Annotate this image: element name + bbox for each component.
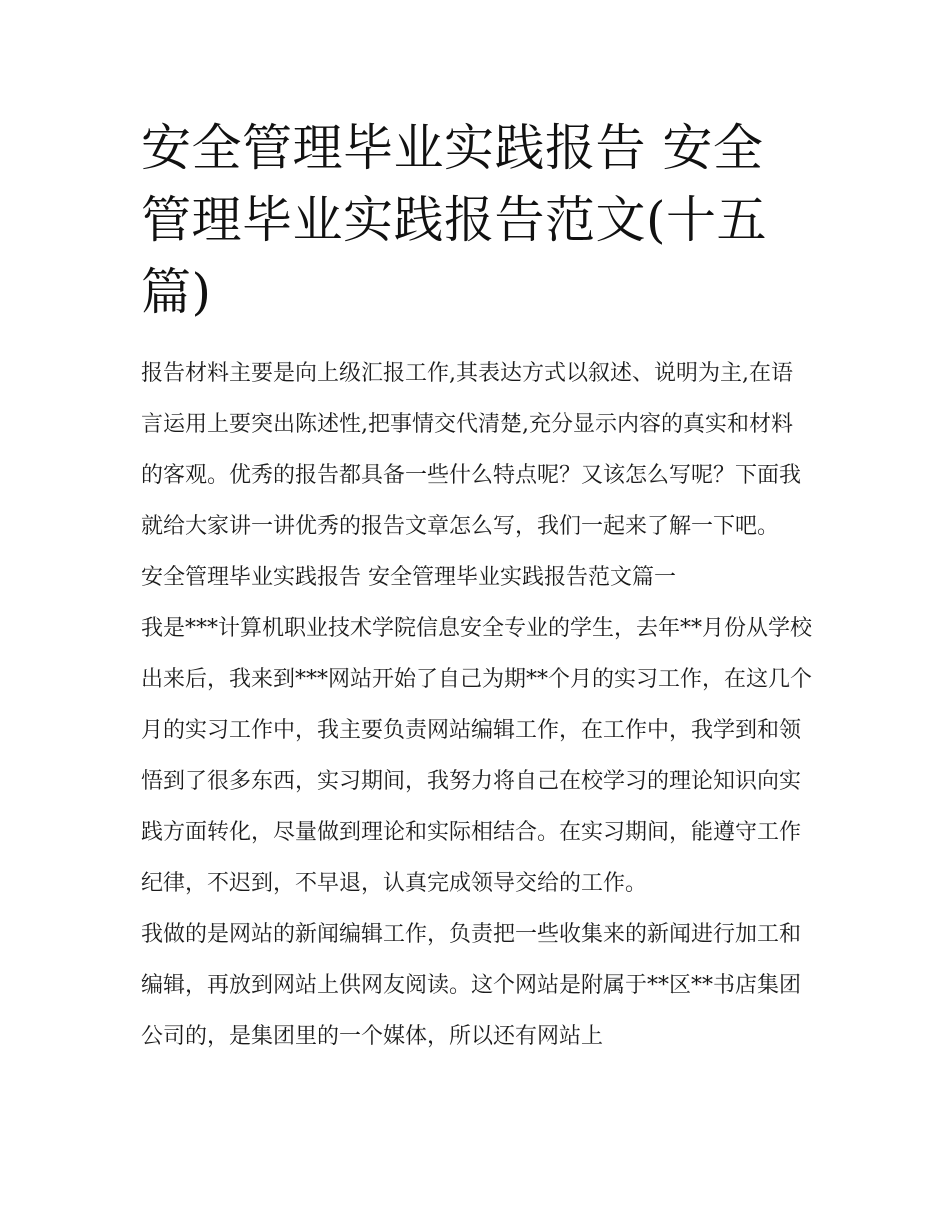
section-heading: 安全管理毕业实践报告 安全管理毕业实践报告范文篇一 — [141, 565, 676, 590]
document-page — [141, 112, 813, 1062]
document-title: 安全管理毕业实践报告 安全管理毕业实践报告范文(十五篇) — [141, 119, 768, 321]
document-body — [141, 348, 813, 1062]
body-paragraph: 我做的是网站的新闻编辑工作，负责把一些收集来的新闻进行加工和编辑，再放到网站上供网友阅读。这个网站是附属于**区**书店集团公司的，是集团里的一个媒体，所以还有网站上 — [141, 922, 802, 1049]
intro-paragraph: 报告材料主要是向上级汇报工作,其表达方式以叙述、说明为主,在语言运用上要突出陈述性,把事情交代清楚,充分显示内容的真实和材料的客观。优秀的报告都具备一些什么特点呢？又该怎么写呢？下面我就给大家讲一讲优秀的报告文章怎么写，我们一起来了解一下吧。 — [141, 361, 802, 539]
body-paragraph: 我是***计算机职业技术学院信息安全专业的学生，去年**月份从学校出来后，我来到***网站开始了自己为期**个月的实习工作，在这几个月的实习工作中，我主要负责网站编辑工作，在工作中，我学到和领悟到了很多东西，实习期间，我努力将自己在校学习的理论知识向实践方面转化，尽量做到理论和实际相结合。在实习期间，能遵守工作纪律，不迟到，不早退，认真完成领导交给的工作。 — [141, 616, 813, 896]
